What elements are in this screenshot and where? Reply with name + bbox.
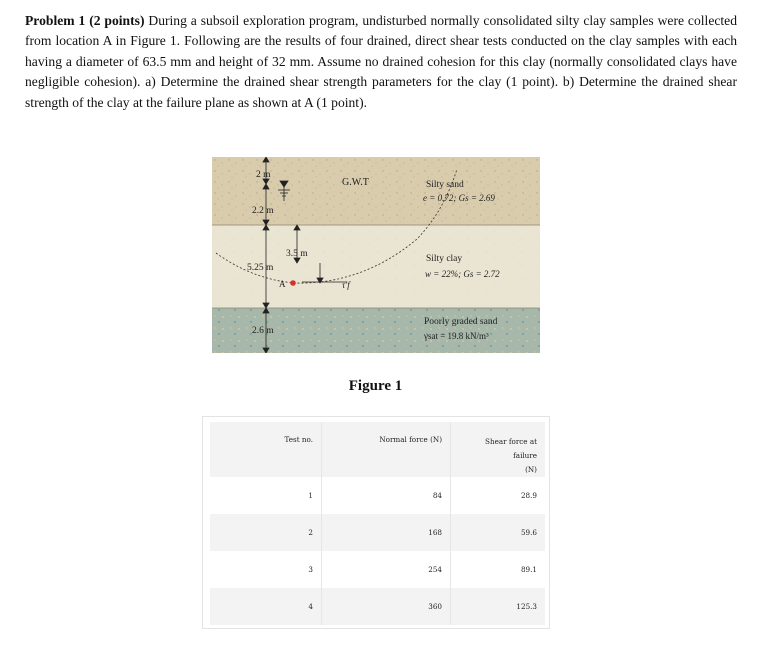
point-a-label: A — [279, 279, 286, 289]
cell-shear-force: 28.9 — [520, 491, 537, 500]
cell-normal-force: 254 — [322, 551, 451, 588]
table-row — [210, 477, 545, 514]
header-normal-force: Normal force (N) — [322, 422, 451, 477]
graded-sand-label: Poorly graded sand — [424, 317, 498, 327]
cell-shear-force: 125.3 — [516, 602, 537, 611]
cell-test-no: 2 — [210, 514, 322, 551]
table-row — [210, 551, 545, 588]
shear-test-table-card — [202, 416, 550, 629]
header-shear-force-line2: (N) — [525, 465, 537, 474]
cell-test-no: 4 — [210, 588, 322, 625]
shear-test-table — [210, 422, 545, 625]
point-a — [290, 280, 296, 286]
cell-test-no: 1 — [210, 477, 322, 514]
silty-sand-label: Silty sand — [426, 180, 464, 190]
tau-label: τ′f — [342, 280, 350, 290]
table-row — [210, 514, 545, 551]
figure-caption: Figure 1 — [348, 378, 403, 394]
header-shear-force — [451, 422, 546, 477]
gwt-label: G.W.T — [342, 177, 369, 188]
cell-test-no: 3 — [210, 551, 322, 588]
problem-statement — [25, 11, 737, 113]
silty-clay-properties: w = 22%; Gs = 2.72 — [425, 269, 500, 279]
silty-clay-label: Silty clay — [426, 254, 463, 264]
figure-caption-row — [0, 378, 769, 395]
cell-shear-force: 89.1 — [520, 565, 537, 574]
cell-normal-force: 84 — [322, 477, 451, 514]
dim-2-2m-label: 2.2 m — [252, 206, 274, 216]
problem-body: During a subsoil exploration program, undisturbed normally consolidated silty clay samples were collected from location A in Figure 1. Following are the results of four drained, direct shear tests conducted on the clay samples with each having a diameter of 63.5 mm and height of 32 mm. Assume no drained cohesion for this clay (normally consolidated clays have negligible cohesion). a) Determine the drained shear strength parameters for the clay (1 point). b) Determine the drained shear strength of the clay at the failure plane as shown at A (1 point). — [25, 13, 737, 110]
table-header-row — [210, 422, 545, 477]
silty-sand-properties: e = 0.72; Gs = 2.69 — [423, 193, 495, 203]
dim-3-5m-label: 3.5 m — [286, 249, 308, 259]
problem-heading: Problem 1 (2 points) — [25, 13, 145, 28]
header-test-no: Test no. — [210, 422, 322, 477]
dim-2m-label: 2 m — [256, 170, 271, 180]
cell-normal-force: 168 — [322, 514, 451, 551]
soil-profile-figure — [212, 157, 540, 353]
header-shear-force-line1: Shear force at failure — [485, 437, 537, 460]
cell-shear-force: 59.6 — [520, 528, 537, 537]
graded-sand-properties: γsat = 19.8 kN/m³ — [424, 331, 489, 341]
dim-5-25m-label: 5.25 m — [247, 263, 274, 273]
dim-2-6m-label: 2.6 m — [252, 326, 274, 336]
cell-normal-force: 360 — [322, 588, 451, 625]
table-row — [210, 588, 545, 625]
